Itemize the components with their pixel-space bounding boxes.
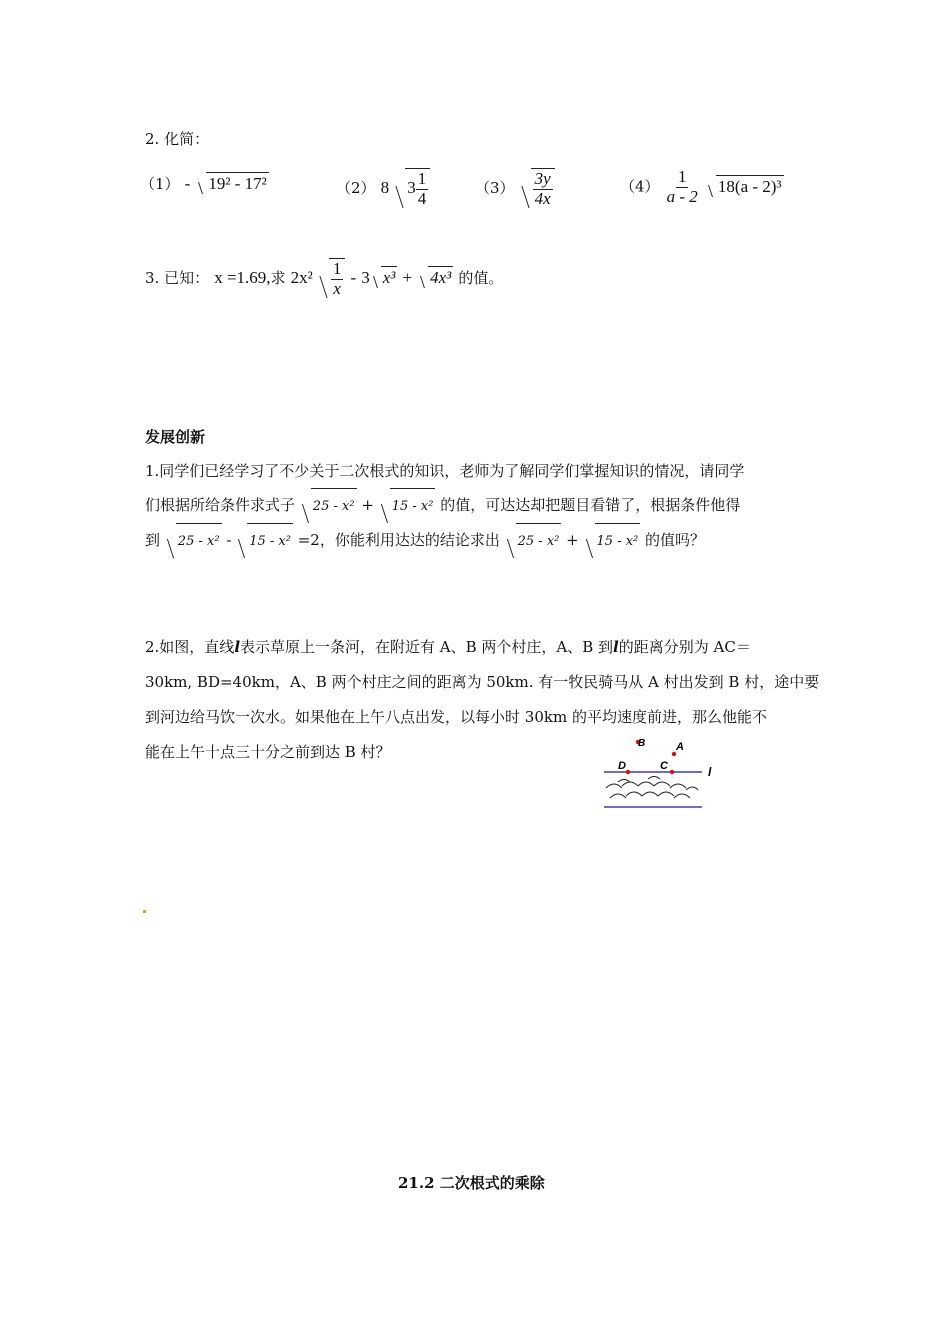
- q3-op1: -: [350, 268, 357, 288]
- q3-t2-coef: 3: [361, 268, 370, 288]
- p2-line2: 30km, BD=40km，A、B 两个村庄之间的距离为 50km. 有一牧民骑马从 A 村出发到 B 村，途中要: [145, 673, 820, 691]
- q3-t1-sqrt: [318, 258, 346, 298]
- q3-t1-num: 1: [332, 259, 342, 278]
- river-waves: [606, 777, 698, 799]
- p1-line3-pre: 到: [145, 531, 161, 549]
- label-c: C: [660, 760, 668, 772]
- q3-t1-coef: 2x²: [290, 268, 313, 288]
- q2-item-3-num: （3）: [475, 179, 515, 198]
- q3-t2-rad: x³: [382, 268, 396, 288]
- p2-l-symbol-1: l: [234, 638, 241, 656]
- q3-t3-rad: 4x³: [430, 268, 452, 288]
- q2-item-2-coef: 8: [380, 178, 390, 198]
- p2-line4: 能在上午十点三十分之前到达 B 村？: [145, 743, 391, 761]
- q2-item-1: [140, 172, 269, 194]
- p1-r2-a: 15 - x²: [390, 488, 436, 523]
- q2-item-2-frac-num: 1: [417, 169, 427, 188]
- p2-l-symbol-2: l: [613, 638, 619, 656]
- label-b: B: [638, 738, 646, 749]
- p1-r2-c: 15 - x²: [595, 523, 641, 558]
- q3-op2: +: [402, 268, 413, 288]
- q2-item-3-frac-num: 3y: [534, 169, 551, 188]
- p2-line1-pre: 2.如图，直线: [145, 638, 235, 656]
- q2-item-1-sqrt: [195, 172, 268, 194]
- q2-item-3-frac-den: 4x: [534, 188, 551, 208]
- q3-t3-sqrt: [417, 266, 453, 288]
- p1-sqrt-b1: [165, 523, 222, 558]
- q2-item-4-sqrt: [705, 175, 784, 197]
- q2-item-2-frac-den: 4: [417, 188, 427, 208]
- p1-line2-pre: 们根据所给条件求式子: [145, 496, 296, 514]
- q2-item-4-radicand: 18(a - 2)³: [717, 176, 782, 196]
- footer-title: 21.2 二次根式的乘除: [398, 1174, 545, 1192]
- p1-line3-mid: =2，你能利用达达的结论求出: [297, 531, 500, 549]
- label-l: l: [708, 765, 712, 779]
- q3-label: 3. 已知：: [145, 269, 210, 288]
- label-d: D: [618, 760, 626, 772]
- p2-line3: 到河边给马饮一次水。如果他在上午八点出发，以每小时 30km 的平均速度前进，那么他能不: [145, 708, 767, 726]
- q3-given: x =1.69,: [214, 268, 271, 288]
- p1-sqrt-b2: [236, 523, 293, 558]
- p1-sqrt-a2: [379, 488, 436, 523]
- p1-line2: [145, 488, 805, 523]
- q2-item-1-num: （1）: [140, 175, 180, 193]
- stray-mark: [143, 910, 146, 913]
- p1-line1: 1.同学们已经学习了不少关于二次根式的知识，老师为了解同学们掌握知识的情况，请同学: [145, 462, 745, 480]
- p1-line2-post: 的值，可达达却把题目看错了，根据条件他得: [440, 496, 741, 514]
- q2-item-4-num: （4）: [620, 177, 660, 196]
- q3-suffix: 的值。: [458, 269, 504, 288]
- p1-r2-b: 15 - x²: [247, 523, 293, 558]
- p2-line1-mid: 表示草原上一条河，在附近有 A、B 两个村庄，A、B 到: [240, 638, 614, 656]
- q2-item-2: [336, 168, 430, 208]
- p1-minus-b: -: [226, 531, 232, 549]
- q2-item-2-sqrt: [394, 168, 430, 208]
- river-figure: [598, 736, 728, 816]
- section-title: 发展创新: [145, 428, 206, 446]
- label-a: A: [676, 741, 684, 753]
- q2-item-3: [475, 168, 555, 208]
- p2-line1-post: 的距离分别为 AC＝: [618, 638, 751, 656]
- p1-sqrt-c2: [584, 523, 641, 558]
- q2-item-3-sqrt: [520, 168, 555, 208]
- q2-item-2-num: （2）: [336, 179, 376, 198]
- q3: [145, 258, 503, 298]
- q3-t1-den: x: [333, 278, 341, 298]
- p1-sqrt-c1: [505, 523, 562, 558]
- q2-item-4-frac-num: 1: [677, 167, 687, 186]
- p1-sqrt-a1: [300, 488, 357, 523]
- p2-line1: [145, 630, 805, 665]
- q2-label: 2. 化简：: [145, 130, 210, 148]
- p1-r1-a: 25 - x²: [311, 488, 357, 523]
- p1-r1-b: 25 - x²: [176, 523, 222, 558]
- q3-ask: 求: [270, 269, 286, 288]
- p1-r1-c: 25 - x²: [516, 523, 562, 558]
- q2-item-4-frac-den: a - 2: [666, 186, 698, 206]
- q2-item-1-neg: -: [184, 174, 191, 193]
- point-d: [626, 770, 630, 774]
- p1-line3: [145, 523, 805, 558]
- p1-plus-c: +: [566, 531, 579, 549]
- q2-item-4: [620, 168, 784, 206]
- q3-t2-sqrt: [370, 266, 398, 288]
- q2-item-1-radicand: 19² - 17²: [208, 174, 267, 193]
- problem-1: [145, 455, 805, 558]
- p1-line3-post: 的值吗？: [645, 531, 706, 549]
- p1-plus-a: +: [361, 496, 374, 514]
- point-c: [670, 770, 674, 774]
- q2-item-2-whole: 3: [407, 178, 416, 198]
